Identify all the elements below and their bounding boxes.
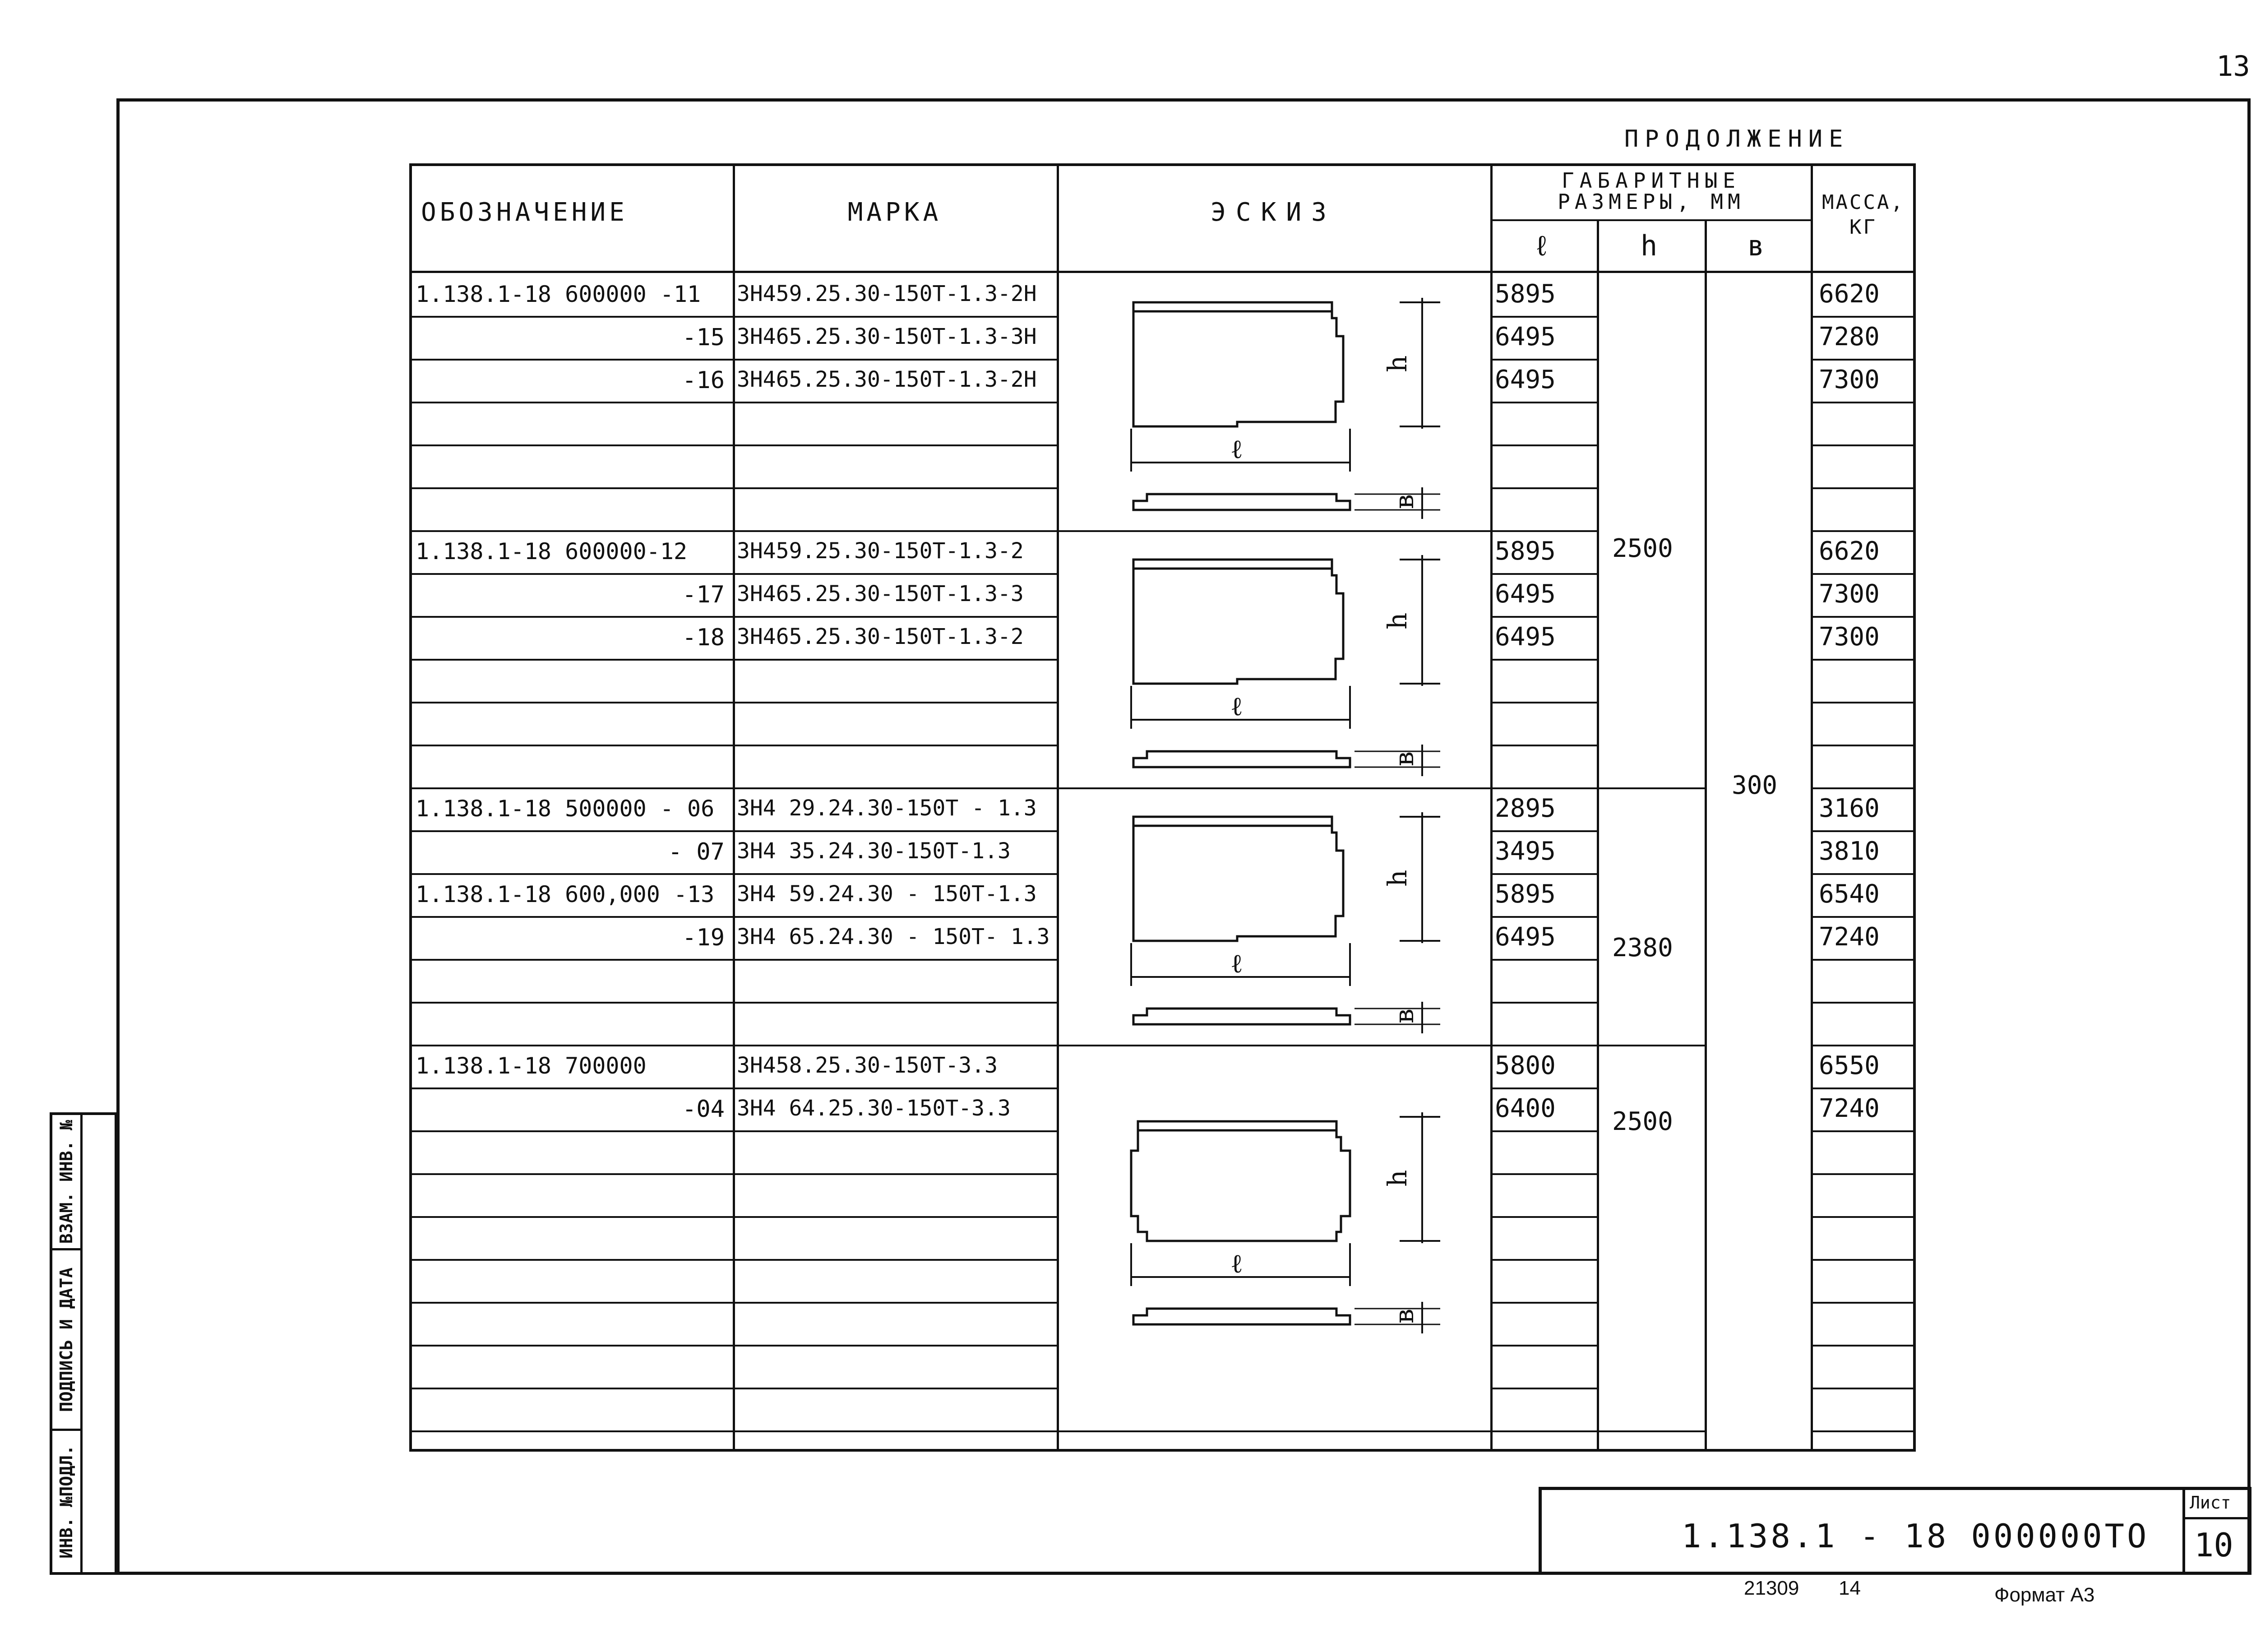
row-divider bbox=[1490, 1302, 1597, 1304]
designation-cell: -04 bbox=[682, 1096, 725, 1123]
row-divider bbox=[1490, 659, 1597, 661]
row-divider bbox=[1490, 916, 1597, 918]
row-divider bbox=[1811, 1259, 1916, 1261]
designation-cell: -18 bbox=[682, 624, 725, 651]
row-divider bbox=[1490, 1216, 1597, 1218]
mass-cell: 6620 bbox=[1819, 279, 1880, 309]
group-divider bbox=[1057, 787, 1490, 789]
row-divider bbox=[1811, 573, 1916, 575]
sheet-number: 10 bbox=[2194, 1526, 2233, 1564]
row-divider bbox=[1490, 1002, 1597, 1004]
mark-cell: 3Н4 64.25.30-150Т-3.3 bbox=[737, 1096, 1011, 1121]
group-divider bbox=[1597, 1430, 1705, 1432]
header-dim-h: h bbox=[1640, 229, 1661, 262]
row-divider bbox=[412, 916, 1057, 918]
row-divider bbox=[1811, 873, 1916, 875]
length-cell: 6495 bbox=[1495, 579, 1556, 609]
page-number: 13 bbox=[2216, 50, 2250, 83]
sheet-label: Лист bbox=[2190, 1493, 2231, 1513]
row-divider bbox=[412, 573, 1057, 575]
length-cell: 5800 bbox=[1495, 1051, 1556, 1080]
row-divider bbox=[1490, 316, 1597, 318]
header-mark: МАРКА bbox=[847, 198, 942, 227]
length-cell: 5895 bbox=[1495, 279, 1556, 309]
row-divider bbox=[1490, 1388, 1597, 1389]
row-divider bbox=[1490, 444, 1597, 446]
group-divider bbox=[412, 1430, 1057, 1432]
row-divider bbox=[412, 830, 1057, 832]
side-stamp-inventory-label: ИНВ. №ПОДЛ. bbox=[56, 1445, 76, 1559]
group-divider bbox=[1057, 530, 1490, 532]
row-divider bbox=[1811, 1345, 1916, 1347]
header-designation: ОБОЗНАЧЕНИЕ bbox=[421, 198, 628, 227]
row-divider bbox=[1811, 1388, 1916, 1389]
mark-cell: 3Н465.25.30-150Т-1.3-2 bbox=[737, 624, 1024, 649]
designation-cell: 1.138.1-18 600000-12 bbox=[416, 538, 688, 565]
row-divider bbox=[1490, 1430, 1597, 1432]
row-divider bbox=[412, 487, 1057, 489]
b-dimension-label: в bbox=[1389, 1309, 1419, 1323]
l-dimension-label: ℓ bbox=[1230, 1248, 1243, 1279]
mass-cell: 6620 bbox=[1819, 537, 1880, 566]
row-divider bbox=[1811, 1002, 1916, 1004]
h-value-group1: 2500 bbox=[1612, 534, 1673, 563]
row-divider bbox=[1490, 1045, 1597, 1046]
col-divider bbox=[1597, 219, 1599, 1452]
row-divider bbox=[412, 1345, 1057, 1347]
row-divider bbox=[412, 444, 1057, 446]
designation-cell: 1.138.1-18 700000 bbox=[416, 1053, 647, 1079]
mass-cell: 7300 bbox=[1819, 622, 1880, 652]
header-divider bbox=[1490, 219, 1812, 221]
group-divider bbox=[1597, 787, 1705, 789]
row-divider bbox=[412, 659, 1057, 661]
h-dimension-label: h bbox=[1382, 870, 1413, 887]
l-dimension-label: ℓ bbox=[1230, 691, 1243, 722]
row-divider bbox=[1811, 444, 1916, 446]
mark-cell: 3Н4 59.24.30 - 150Т-1.3 bbox=[737, 881, 1037, 907]
designation-cell: 1.138.1-18 500000 - 06 bbox=[416, 796, 715, 822]
row-divider bbox=[412, 1173, 1057, 1175]
designation-cell: -16 bbox=[682, 367, 725, 394]
mark-cell: 3Н465.25.30-150Т-1.3-3Н bbox=[737, 324, 1037, 349]
row-divider bbox=[1811, 787, 1916, 789]
panel-sketch bbox=[1129, 808, 1454, 1042]
row-divider bbox=[412, 702, 1057, 703]
group-divider bbox=[1057, 1045, 1490, 1046]
row-divider bbox=[1490, 873, 1597, 875]
mark-cell: 3Н458.25.30-150Т-3.3 bbox=[737, 1053, 998, 1078]
group-divider bbox=[412, 1045, 1057, 1046]
row-divider bbox=[1490, 1087, 1597, 1089]
b-dimension-label: в bbox=[1389, 494, 1419, 509]
header-sketch: ЭСКИЗ bbox=[1211, 198, 1336, 227]
row-divider bbox=[1811, 1087, 1916, 1089]
designation-cell: 1.138.1-18 600,000 -13 bbox=[416, 881, 715, 907]
row-divider bbox=[412, 1216, 1057, 1218]
panel-sketch bbox=[1129, 1108, 1454, 1342]
group-divider bbox=[412, 530, 1057, 532]
header-mass-line2: КГ bbox=[1849, 216, 1877, 239]
mass-cell: 3160 bbox=[1819, 794, 1880, 823]
continuation-label: ПРОДОЛЖЕНИЕ bbox=[1624, 125, 1849, 153]
length-cell: 6400 bbox=[1495, 1094, 1556, 1123]
row-divider bbox=[1811, 1045, 1916, 1046]
mark-cell: 3Н465.25.30-150Т-1.3-2Н bbox=[737, 367, 1037, 392]
designation-cell: -15 bbox=[682, 324, 725, 351]
side-stamp-cell-replaced bbox=[52, 1115, 80, 1250]
b-dimension-label: в bbox=[1389, 751, 1419, 766]
l-dimension-label: ℓ bbox=[1230, 434, 1243, 464]
row-divider bbox=[1490, 702, 1597, 703]
b-dimension-label: в bbox=[1389, 1009, 1419, 1023]
h-dimension-label: h bbox=[1382, 355, 1413, 372]
row-divider bbox=[412, 1259, 1057, 1261]
section-profile bbox=[1133, 1009, 1350, 1024]
row-divider bbox=[1490, 616, 1597, 618]
row-divider bbox=[1490, 787, 1597, 789]
b-value: 300 bbox=[1732, 771, 1778, 800]
row-divider bbox=[412, 616, 1057, 618]
group-divider bbox=[1597, 1045, 1705, 1046]
row-divider bbox=[1490, 487, 1597, 489]
row-divider bbox=[1811, 402, 1916, 403]
header-dims-line1: ГАБАРИТНЫЕ bbox=[1562, 168, 1741, 193]
row-divider bbox=[1490, 745, 1597, 746]
row-divider bbox=[1811, 487, 1916, 489]
row-divider bbox=[1811, 745, 1916, 746]
mass-cell: 6540 bbox=[1819, 879, 1880, 909]
row-divider bbox=[412, 1002, 1057, 1004]
footer-copy: 14 bbox=[1839, 1577, 1861, 1599]
mark-cell: 3Н465.25.30-150Т-1.3-3 bbox=[737, 581, 1024, 606]
col-divider bbox=[1057, 166, 1059, 1449]
row-divider bbox=[1811, 616, 1916, 618]
mass-cell: 7300 bbox=[1819, 579, 1880, 609]
row-divider bbox=[412, 316, 1057, 318]
mass-cell: 7240 bbox=[1819, 922, 1880, 952]
h-dimension-label: h bbox=[1382, 612, 1413, 629]
row-divider bbox=[1490, 573, 1597, 575]
row-divider bbox=[1490, 1130, 1597, 1132]
row-divider bbox=[1490, 830, 1597, 832]
l-dimension-label: ℓ bbox=[1230, 948, 1243, 979]
mass-cell: 6550 bbox=[1819, 1051, 1880, 1080]
footer-order: 21309 bbox=[1744, 1577, 1799, 1599]
row-divider bbox=[1811, 959, 1916, 961]
designation-cell: -17 bbox=[682, 581, 725, 608]
h-dimension-label: h bbox=[1382, 1170, 1413, 1187]
panel-outline bbox=[1133, 302, 1343, 426]
section-profile bbox=[1133, 494, 1350, 510]
designation-cell: -19 bbox=[682, 924, 725, 951]
h-value-group3: 2500 bbox=[1612, 1107, 1673, 1136]
header-mass-line1: МАССА, bbox=[1822, 191, 1905, 214]
panel-sketch bbox=[1129, 551, 1454, 785]
mark-cell: 3Н459.25.30-150Т-1.3-2Н bbox=[737, 281, 1037, 306]
row-divider bbox=[412, 1130, 1057, 1132]
row-divider bbox=[412, 402, 1057, 403]
length-cell: 6495 bbox=[1495, 922, 1556, 952]
header-dim-l: ℓ bbox=[1533, 229, 1554, 262]
group-divider bbox=[412, 787, 1057, 789]
row-divider bbox=[1490, 359, 1597, 361]
panel-outline bbox=[1133, 560, 1343, 684]
side-stamp-signature-label: ПОДПИСЬ И ДАТА bbox=[56, 1267, 76, 1412]
mark-cell: 3Н4 65.24.30 - 150Т- 1.3 bbox=[737, 924, 1050, 949]
panel-outline bbox=[1133, 817, 1343, 941]
header-dim-b: в bbox=[1747, 229, 1768, 262]
row-divider bbox=[1490, 402, 1597, 403]
length-cell: 5895 bbox=[1495, 879, 1556, 909]
mass-cell: 7300 bbox=[1819, 365, 1880, 394]
length-cell: 5895 bbox=[1495, 537, 1556, 566]
row-divider bbox=[412, 359, 1057, 361]
mass-cell: 3810 bbox=[1819, 837, 1880, 866]
row-divider bbox=[412, 1087, 1057, 1089]
panel-sketch bbox=[1129, 293, 1454, 528]
length-cell: 3495 bbox=[1495, 837, 1556, 866]
row-divider bbox=[412, 1388, 1057, 1389]
mark-cell: 3Н459.25.30-150Т-1.3-2 bbox=[737, 538, 1024, 564]
col-divider bbox=[1705, 219, 1707, 1452]
row-divider bbox=[1811, 1130, 1916, 1132]
specification-table bbox=[409, 163, 1916, 1452]
row-divider bbox=[1490, 959, 1597, 961]
length-cell: 6495 bbox=[1495, 365, 1556, 394]
row-divider bbox=[412, 873, 1057, 875]
header-bottom bbox=[412, 271, 1913, 273]
mark-cell: 3Н4 35.24.30-150Т-1.3 bbox=[737, 838, 1011, 864]
row-divider bbox=[1811, 702, 1916, 703]
mass-cell: 7280 bbox=[1819, 322, 1880, 352]
side-stamp-cell-signature bbox=[52, 1250, 80, 1431]
document-code: 1.138.1 - 18 000000ТО bbox=[1682, 1517, 2150, 1555]
row-divider bbox=[1490, 1259, 1597, 1261]
row-divider bbox=[1811, 830, 1916, 832]
section-profile bbox=[1133, 1309, 1350, 1324]
panel-outline bbox=[1131, 1121, 1350, 1241]
title-block bbox=[1539, 1487, 2251, 1575]
length-cell: 6495 bbox=[1495, 622, 1556, 652]
row-divider bbox=[412, 745, 1057, 746]
row-divider bbox=[1811, 1173, 1916, 1175]
mass-cell: 7240 bbox=[1819, 1094, 1880, 1123]
row-divider bbox=[1811, 359, 1916, 361]
mark-cell: 3Н4 29.24.30-150Т - 1.3 bbox=[737, 796, 1037, 821]
row-divider bbox=[1811, 1216, 1916, 1218]
length-cell: 6495 bbox=[1495, 322, 1556, 352]
designation-cell: 1.138.1-18 600000 -11 bbox=[416, 281, 701, 307]
section-profile bbox=[1133, 751, 1350, 767]
group-divider bbox=[1057, 1430, 1490, 1432]
length-cell: 2895 bbox=[1495, 794, 1556, 823]
row-divider bbox=[412, 959, 1057, 961]
row-divider bbox=[1490, 530, 1597, 532]
row-divider bbox=[1811, 659, 1916, 661]
row-divider bbox=[1811, 530, 1916, 532]
sheet-divider bbox=[2185, 1517, 2248, 1519]
designation-cell: - 07 bbox=[668, 838, 725, 865]
h-value-group2: 2380 bbox=[1612, 933, 1673, 963]
row-divider bbox=[412, 1302, 1057, 1304]
sheet-box bbox=[2182, 1490, 2248, 1572]
row-divider bbox=[1490, 1345, 1597, 1347]
row-divider bbox=[1811, 916, 1916, 918]
footer-format: Формат А3 bbox=[1994, 1584, 2095, 1606]
row-divider bbox=[1811, 1430, 1916, 1432]
side-stamp-replaced-label: ВЗАМ. ИНВ. № bbox=[56, 1120, 76, 1244]
side-stamp bbox=[50, 1112, 117, 1575]
row-divider bbox=[1811, 316, 1916, 318]
row-divider bbox=[1811, 1302, 1916, 1304]
side-stamp-cell-inventory bbox=[52, 1431, 80, 1573]
row-divider bbox=[1490, 1173, 1597, 1175]
header-dims-line2: РАЗМЕРЫ, ММ bbox=[1558, 190, 1745, 214]
side-stamp-divider bbox=[80, 1115, 83, 1572]
